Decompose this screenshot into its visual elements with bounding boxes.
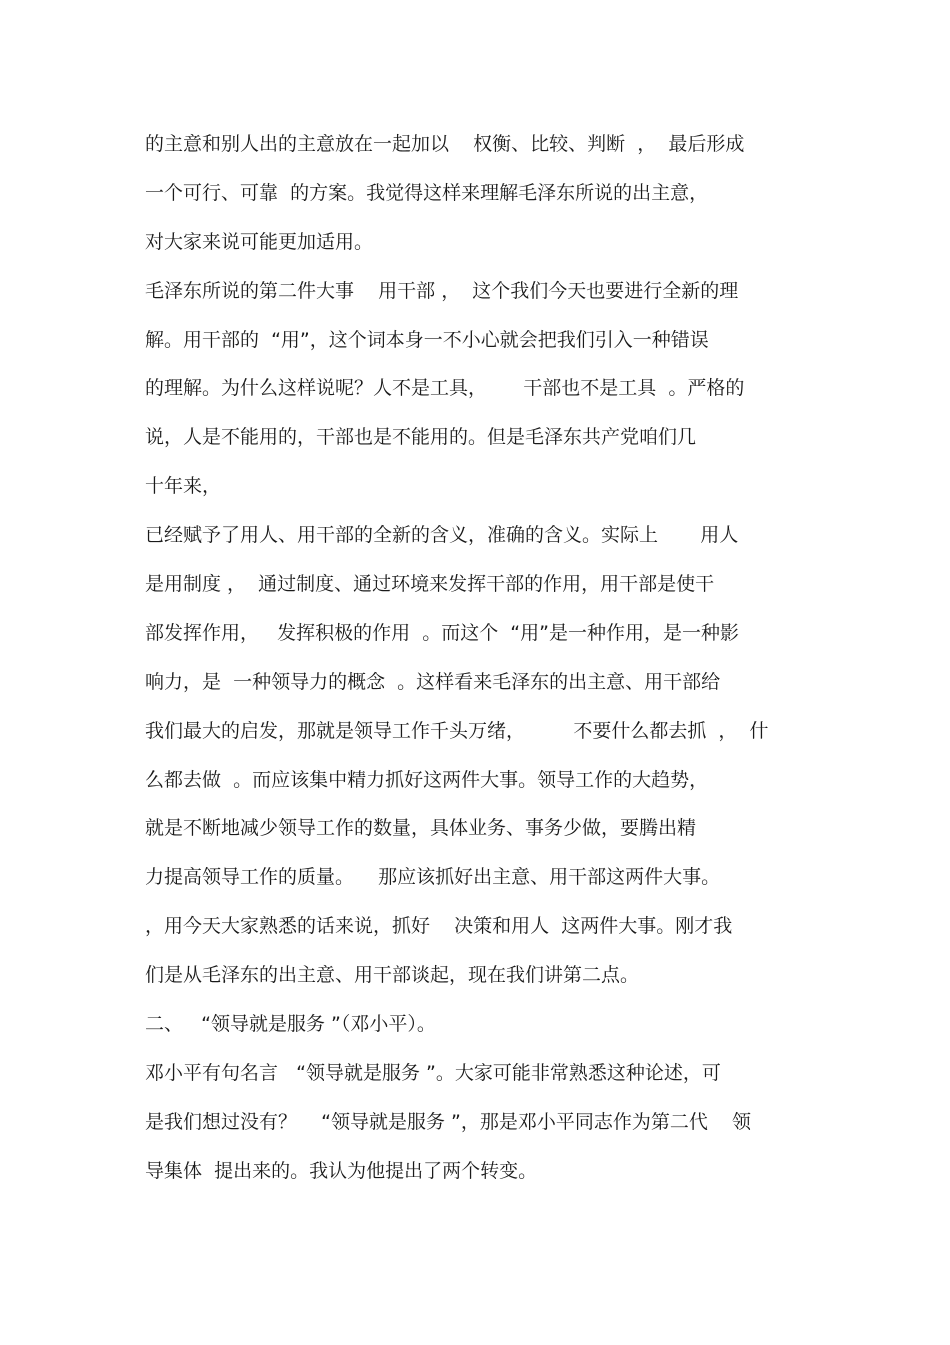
text-line: 响力，是 一种领导力的概念 。这样看来毛泽东的出主意、用干部给 — [145, 670, 721, 693]
text-line: 毛泽东所说的第二件大事 用干部 ， 这个我们今天也要进行全新的理 — [145, 279, 739, 302]
text-line: 部发挥作用， 发挥积极的作用 。而这个 “用”是一种作用，是一种影 — [145, 621, 739, 644]
text-line: 解。用干部的 “用”，这个词本身一不小心就会把我们引入一种错误 — [145, 328, 709, 351]
text-line: 是用制度 ， 通过制度、通过环境来发挥干部的作用，用干部是使干 — [145, 573, 715, 596]
text-line: 是我们想过没有？ “领导就是服务 ”，那是邓小平同志作为第二代 领 — [145, 1110, 752, 1133]
text-line: 已经赋予了用人、用干部的全新的含义，准确的含义。实际上 用人 — [145, 524, 739, 547]
text-line: 导集体 提出来的。我认为他提出了两个转变。 — [145, 1159, 538, 1182]
text-line: 对大家来说可能更加适用。 — [145, 230, 374, 253]
text-line: 的理解。为什么这样说呢？人不是工具， 干部也不是工具 。严格的 — [145, 377, 745, 400]
text-line: 么都去做 。而应该集中精力抓好这两件大事。领导工作的大趋势， — [145, 768, 709, 791]
body-text — [145, 120, 805, 1196]
section-heading: 二、 “领导就是服务 ”（邓小平）。 — [145, 1013, 436, 1036]
text-line: 邓小平有句名言 “领导就是服务 ”。大家可能非常熟悉这种论述，可 — [145, 1061, 721, 1084]
text-line: 十年来， — [145, 475, 222, 498]
text-line: 的主意和别人出的主意放在一起加以 权衡、比较、判断 ， 最后形成 — [145, 133, 745, 155]
text-line: 力提高领导工作的质量。 那应该抓好出主意、用干部这两件大事。 — [145, 866, 721, 889]
text-line: 们是从毛泽东的出主意、用干部谈起，现在我们讲第二点。 — [145, 964, 640, 987]
text-line: ，用今天大家熟悉的话来说，抓好 决策和用人 这两件大事。刚才我 — [145, 915, 733, 938]
text-line: 就是不断地减少领导工作的数量，具体业务、事务少做，要腾出精 — [145, 817, 697, 840]
text-line: 我们最大的启发，那就是领导工作千头万绪， 不要什么都去抓 ， 什 — [145, 719, 769, 742]
text-line: 说，人是不能用的，干部也是不能用的。但是毛泽东共产党咱们几 — [145, 426, 697, 449]
text-line: 一个可行、可靠 的方案。我觉得这样来理解毛泽东所说的出主意， — [145, 181, 709, 204]
